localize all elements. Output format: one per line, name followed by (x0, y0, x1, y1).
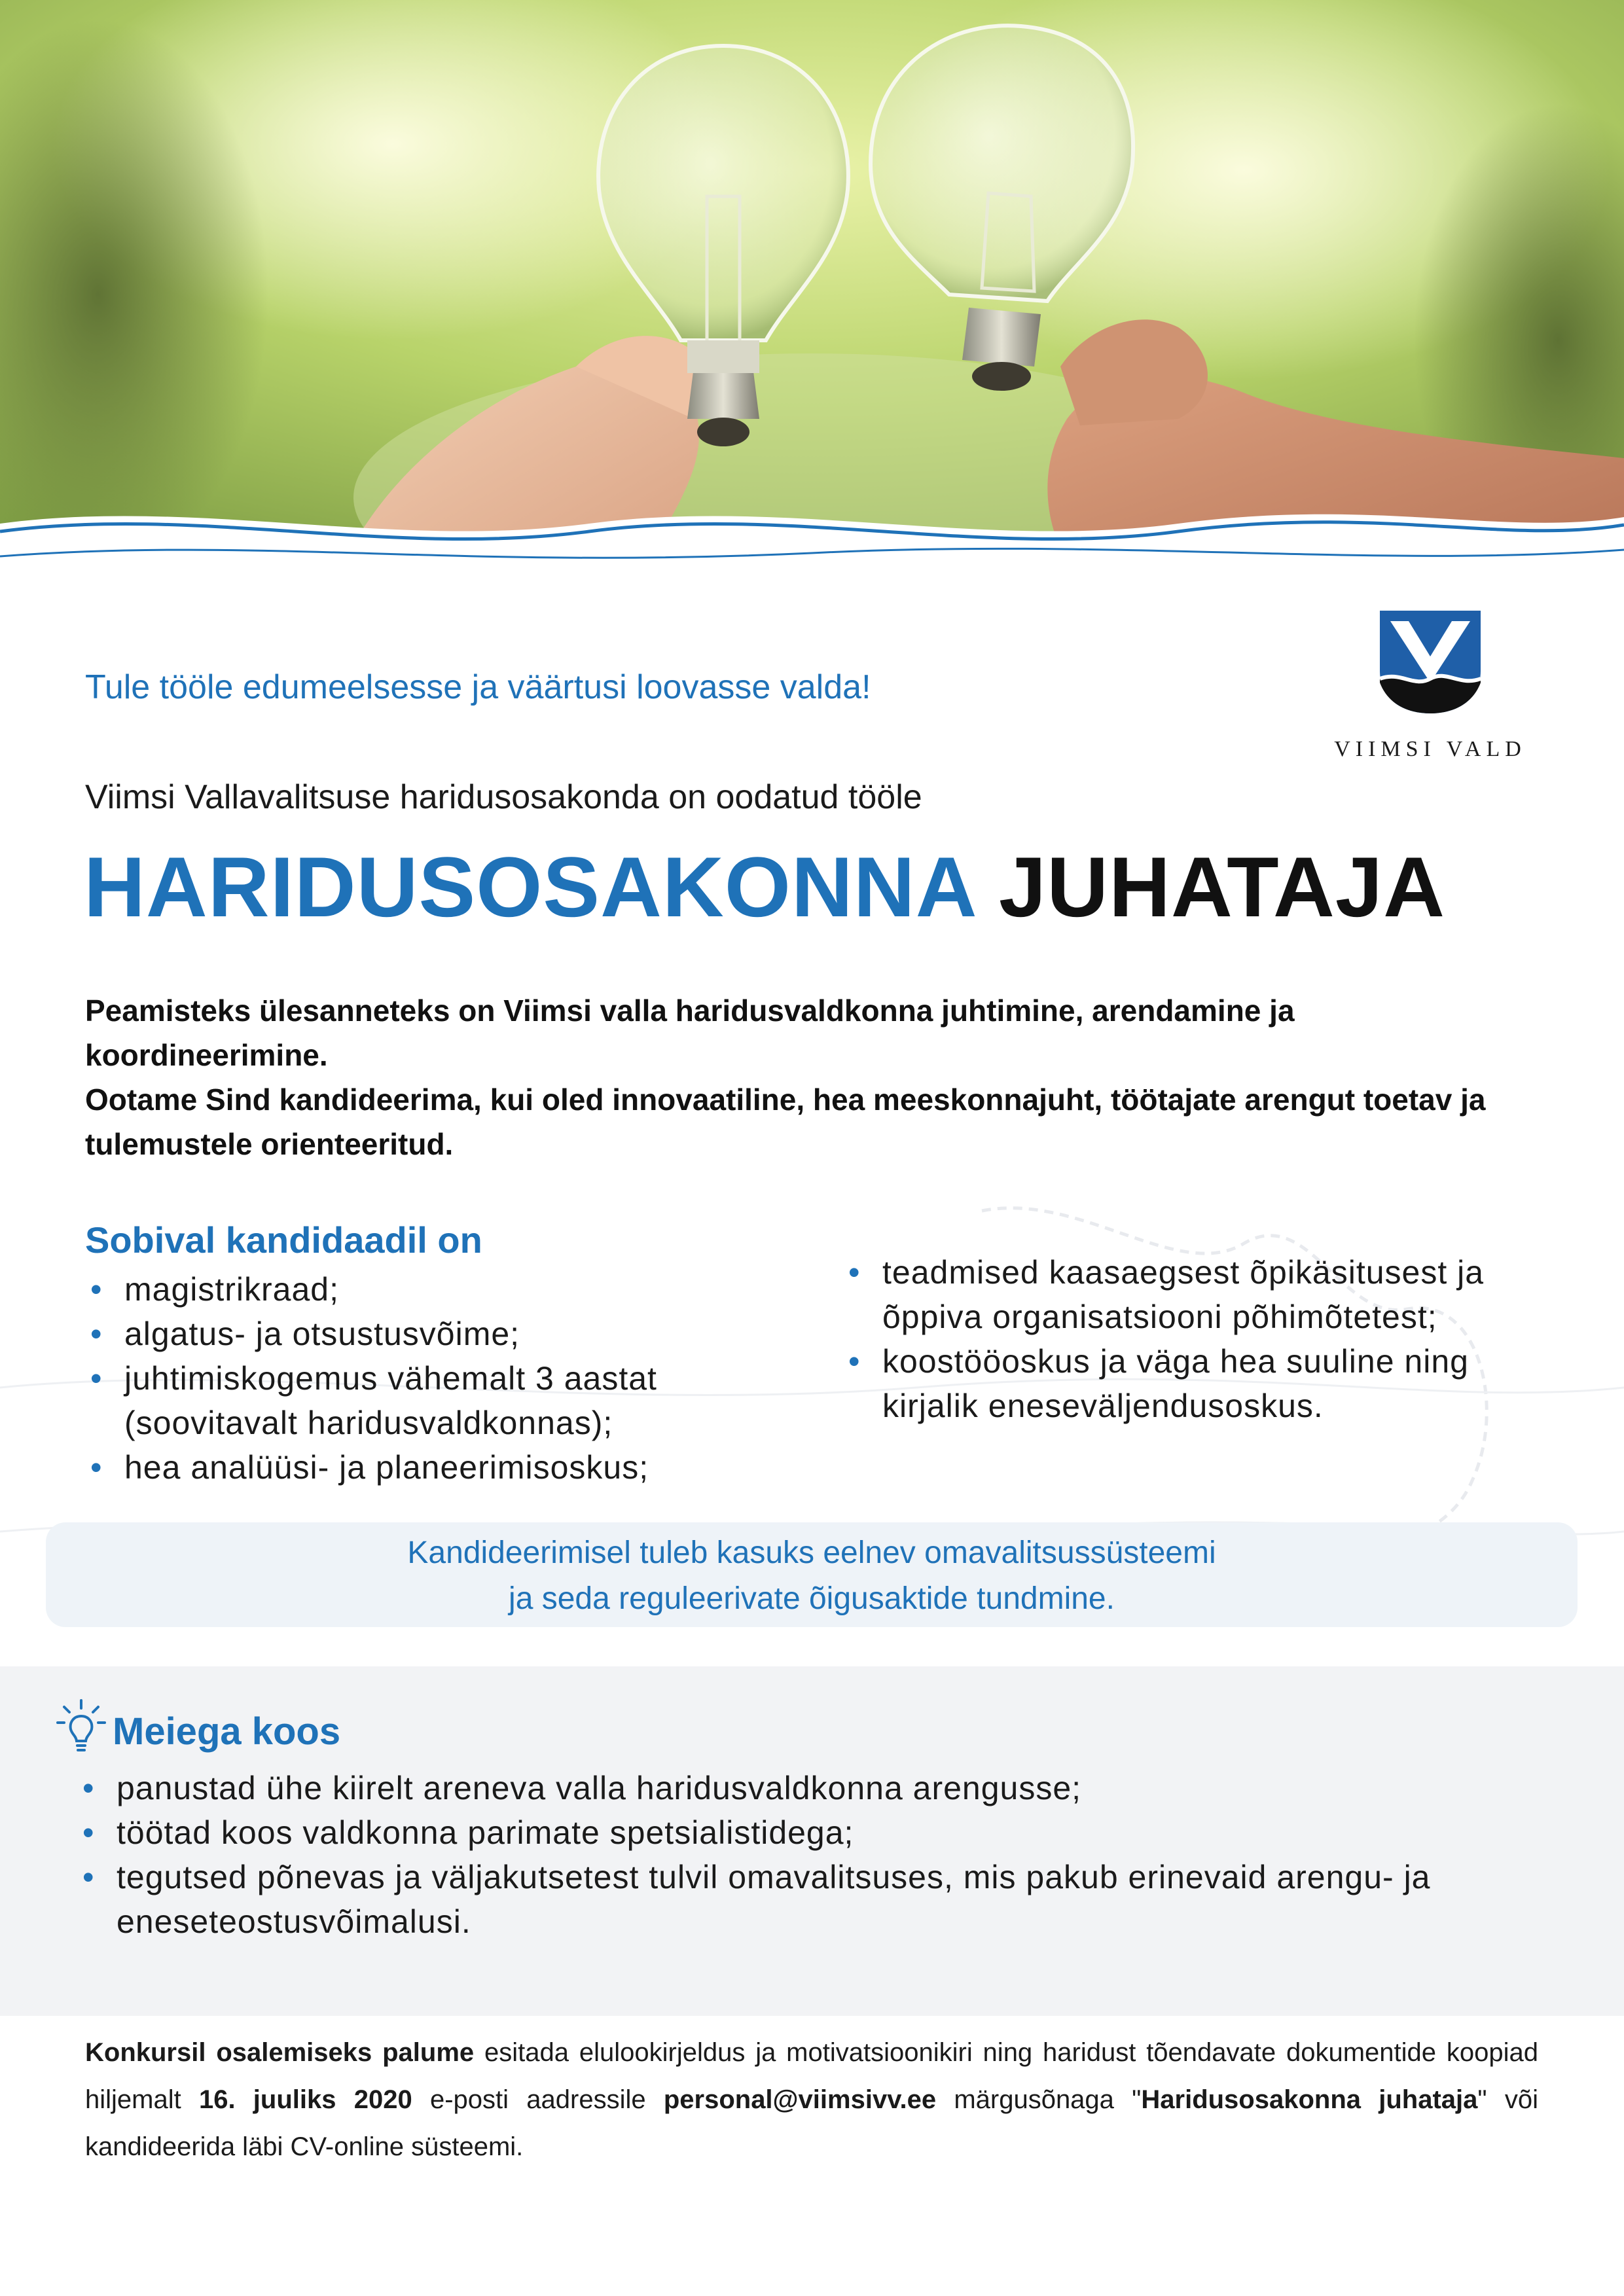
viimsi-coat-of-arms-icon (1375, 605, 1486, 717)
requirements-list-right (843, 1250, 1570, 1428)
bullet-icon: • (90, 1360, 103, 1397)
lead-paragraph (85, 988, 1545, 1166)
hero-photo (0, 0, 1624, 569)
bullet-icon: • (90, 1271, 103, 1308)
lead-invitation: Ootame Sind kandideerima, kui oled innovaatiline, hea meeskonnajuht, töötajate arengut toetav ja tulemustele orienteeritud. (85, 1083, 1486, 1161)
lightbulb-icon (55, 1696, 107, 1757)
bullet-icon: • (82, 1859, 95, 1895)
bullet-icon: • (848, 1254, 861, 1291)
list-item: • algatus- ja otsustusvõime; (85, 1312, 818, 1356)
apply-subject: Haridusosakonna juhataja (1141, 2085, 1478, 2114)
requirements-list-left (85, 1267, 818, 1490)
bullet-icon: • (90, 1316, 103, 1352)
headline-part-1: HARIDUSOSAKONNA (84, 839, 975, 935)
lightbulbs-illustration (0, 0, 1624, 569)
application-instructions: Konkursil osalemiseks palume esitada elulookirjeldus ja motivatsioonikiri ning haridust tõendavate dokumentide koopiad hiljemalt 16. juuliks 2020 e-posti aadressile personal@viimsivv.ee märgusõnaga "Haridusosakonna juhataja" või kandideerida läbi CV-online süsteemi. (85, 2038, 1539, 2161)
viimsi-vald-logo (1322, 605, 1538, 762)
apply-deadline: 16. juuliks 2020 (198, 2085, 412, 2114)
list-item: • magistrikraad; (85, 1267, 818, 1312)
apply-lead: Konkursil osalemiseks palume (85, 2038, 475, 2067)
bullet-icon: • (90, 1449, 103, 1486)
requirements-title: Sobival kandidaadil on (85, 1219, 482, 1261)
headline-part-2: JUHATAJA (998, 839, 1446, 935)
job-title-headline (84, 838, 1445, 936)
bullet-icon: • (848, 1343, 861, 1380)
advantage-note (46, 1522, 1578, 1627)
lead-duties: Peamisteks ülesanneteks on Viimsi valla haridusvaldkonna juhtimine, arendamine ja koordineerimine. (85, 994, 1295, 1072)
apply-email: personal@viimsivv.ee (663, 2085, 937, 2114)
list-item: • hea analüüsi- ja planeerimisoskus; (85, 1445, 818, 1490)
benefits-title: Meiega koos (113, 1710, 341, 1753)
bullet-icon: • (82, 1770, 95, 1806)
list-item: • tegutsed põnevas ja väljakutsetest tulvil omavalitsuses, mis pakub erinevaid arengu- ja eneseteostusvõimalusi. (77, 1855, 1583, 1944)
bullet-icon: • (82, 1814, 95, 1851)
intro-text: Viimsi Vallavalitsuse haridusosakonda on oodatud tööle (85, 778, 922, 816)
list-item: • panustad ühe kiirelt areneva valla haridusvaldkonna arengusse; (77, 1766, 1583, 1810)
benefits-list (77, 1766, 1583, 1944)
note-line-2: ja seda reguleerivate õigusaktide tundmine. (509, 1581, 1115, 1616)
tagline: Tule tööle edumeelsesse ja väärtusi loovasse valda! (85, 668, 871, 706)
list-item: • juhtimiskogemus vähemalt 3 aastat (soovitavalt haridusvaldkonnas); (85, 1356, 818, 1445)
note-line-1: Kandideerimisel tuleb kasuks eelnev omavalitsussüsteemi (407, 1535, 1216, 1570)
list-item: • koostööoskus ja väga hea suuline ning kirjalik eneseväljendusoskus. (843, 1339, 1570, 1428)
logo-wordmark: VIIMSI VALD (1334, 737, 1526, 761)
list-item: • töötad koos valdkonna parimate spetsialistidega; (77, 1810, 1583, 1855)
list-item-continuation: eneseteostusvõimalusi. (117, 1903, 471, 1940)
list-item: • teadmised kaasaegsest õpikäsitusest ja õppiva organisatsiooni põhimõtetest; (843, 1250, 1570, 1339)
